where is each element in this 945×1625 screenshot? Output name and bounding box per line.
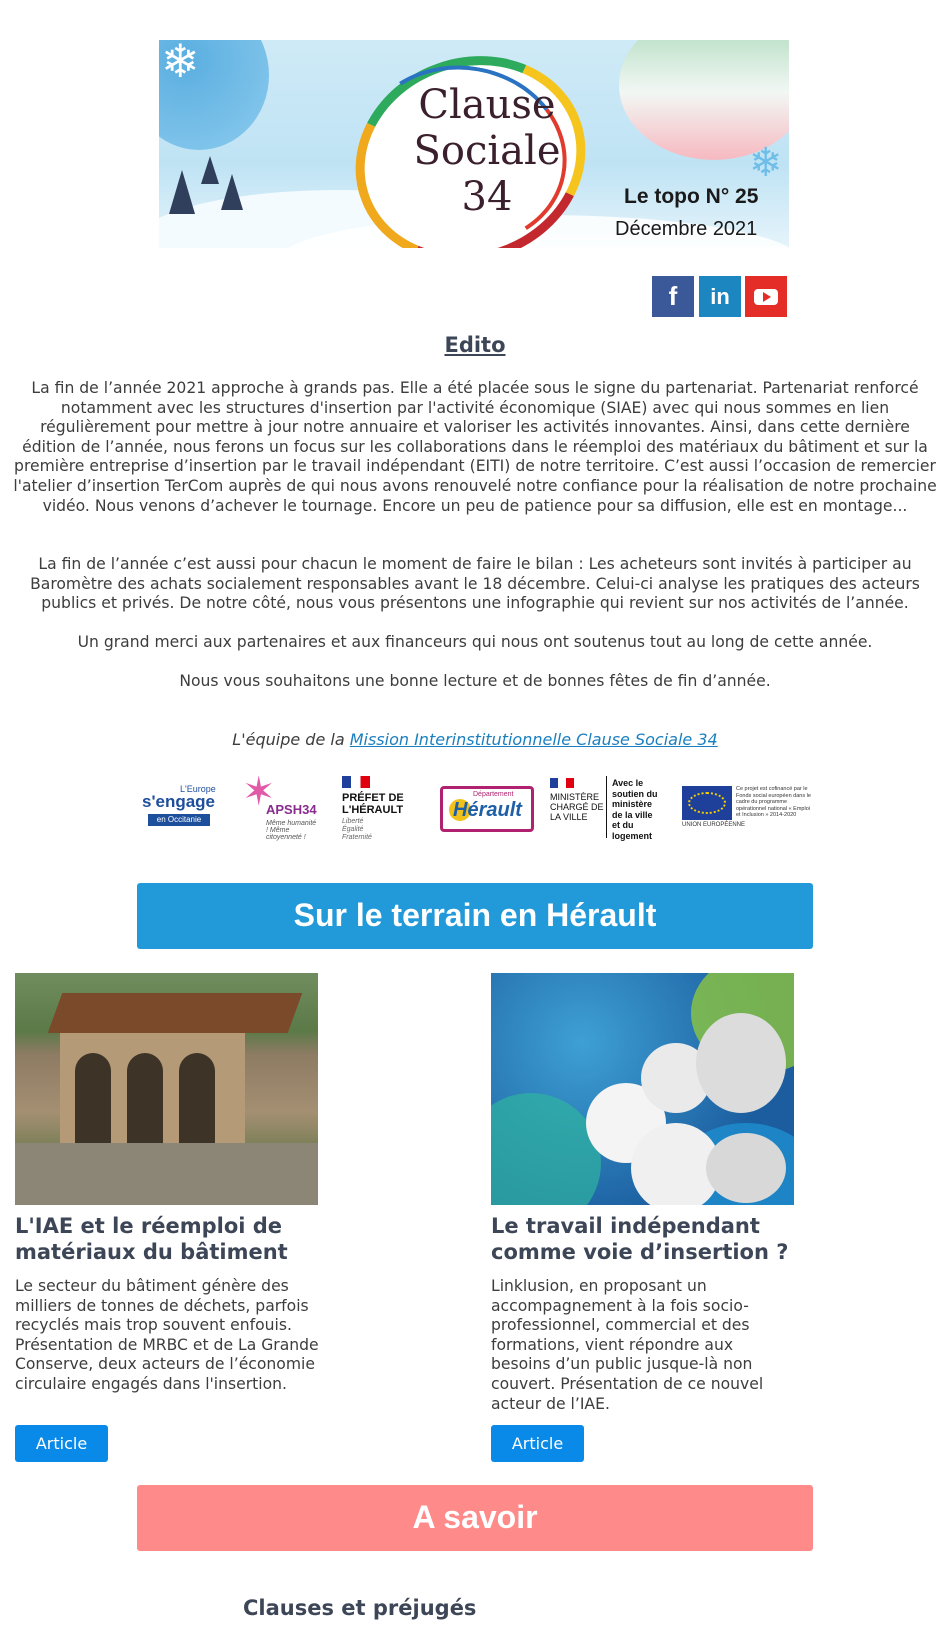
image-arch (127, 1053, 163, 1143)
french-flag-icon (342, 776, 370, 788)
logo-departement-herault (440, 786, 534, 832)
logo-text: PRÉFET DE L'HÉRAULT (342, 792, 404, 816)
logo-text: s'engage (142, 792, 216, 811)
logo-union-europeenne (680, 772, 812, 842)
edito-signature (0, 730, 945, 749)
logo-europe-occitanie (140, 772, 216, 842)
title-line: Clause (418, 82, 556, 128)
article-title[interactable]: Le travail indépendant comme voie d’insertion ? (491, 1214, 789, 1264)
logo-text: Même humanité ! Même citoyenneté ! (266, 820, 317, 841)
divider (606, 776, 607, 838)
image-bubble (696, 1013, 786, 1113)
edito-paragraph: La fin de l’année c’est aussi pour chacun le moment de faire le bilan : Les acheteurs sont invités à participer au Baromètre des achats socialement responsables avant le 18 décembre. Celui-ci analyse les pratiques des acteurs publics et privés. De notre côté, nous vous présentons une infographie qui revient sur nos activités de l’année. (30, 555, 920, 613)
edito-title: Edito (444, 333, 506, 357)
tree-icon (201, 156, 219, 184)
french-flag-icon (550, 778, 574, 788)
tree-icon (169, 170, 195, 214)
logo-text: UNION EUROPÉENNE (682, 822, 746, 828)
snowflake-icon: ❄ (161, 40, 200, 88)
tree-icon (221, 174, 243, 210)
youtube-icon[interactable] (745, 276, 787, 317)
edito-paragraph: Nous vous souhaitons une bonne lecture et de bonnes fêtes de fin d’année. (179, 672, 771, 690)
section-header-terrain: Sur le terrain en Hérault (137, 883, 813, 949)
logo-text: Liberté Égalité Fraternité (342, 818, 372, 841)
logo-text: L'Europe (180, 784, 216, 794)
image-ground (15, 1143, 318, 1205)
logo-text: Avec le soutien du ministère de la ville et du logement (612, 778, 658, 841)
edito-paragraph: La fin de l’année 2021 approche à grands pas. Elle a été placée sous le signe du partenariat. Partenariat renforcé notamment avec les structures d'insertion par l'activité économique (SIAE) avec qui nous sommes en lien régulièrement pour mettre à jour notre annuaire et valoriser les activités innovantes. Ainsi, dans cette dernière édition de l’année, nous ferons un focus sur les collaborations dans le réemploi des matériaux du bâtiment et sur la première entreprise d’insertion par le travail indépendant (EITI) de notre territoire. C’est aussi l’occasion de remercier l'atelier d’insertion TerCom auprès de qui nous avons renouvelé notre confiance pour la réalisation de notre prochaine vidéo. Nous venons d’achever le tournage. Encore un peu de patience pour sa diffusion, elle est en montage... (13, 379, 937, 515)
facebook-glyph: f (668, 281, 678, 311)
logo-text: en Occitanie (148, 814, 210, 826)
logo-apsh34 (236, 772, 320, 842)
snowflake-icon: ❄ (749, 140, 783, 186)
article-title[interactable]: L'IAE et le réemploi de matériaux du bâtiment (15, 1214, 288, 1264)
logo-ministere-ville (548, 772, 658, 842)
issue-number: Le topo N° 25 (624, 185, 759, 208)
title-line: Sociale (413, 128, 561, 174)
logo-text: MINISTÈRE CHARGÉ DE LA VILLE (550, 792, 604, 822)
article-title[interactable]: Clauses et préjugés (243, 1596, 477, 1620)
article-image-iae[interactable] (15, 973, 318, 1205)
image-arch (179, 1053, 215, 1143)
article-button[interactable]: Article (491, 1425, 584, 1462)
image-bubble (491, 1093, 601, 1205)
logo-text: Département (473, 791, 514, 798)
facebook-icon[interactable] (652, 276, 694, 317)
eu-stars-icon (688, 792, 726, 814)
logo-text: Ce projet est cofinancé par le Fonds social européen dans le cadre du programme opérationnel national « Emploi et Inclusion » 2014-2020 (736, 786, 811, 818)
logo-text: APSH34 (266, 802, 317, 817)
logo-prefet-herault (340, 772, 420, 842)
article-button[interactable]: Article (15, 1425, 108, 1462)
image-roof (48, 993, 303, 1033)
linkedin-glyph: in (710, 283, 730, 309)
star-icon: ✶ (242, 770, 276, 814)
image-arch (75, 1053, 111, 1143)
logo-text: Hérault (453, 799, 522, 821)
linkedin-icon[interactable] (699, 276, 741, 317)
section-header-savoir: A savoir (137, 1485, 813, 1551)
title-line: 34 (461, 174, 513, 220)
article-image-linklusion[interactable] (491, 973, 794, 1205)
mission-link[interactable]: Mission Interinstitutionnelle Clause Sociale 34 (349, 730, 718, 749)
header-banner (159, 40, 789, 248)
article-summary: Le secteur du bâtiment génère des milliers de tonnes de déchets, parfois recyclés mais trop souvent enfouis. Présentation de MRBC et de La Grande Conserve, deux acteurs de l’économie circulaire engagés dans l'insertion. (15, 1277, 319, 1393)
article-summary: Linklusion, en proposant un accompagnement à la fois socio-professionnel, commercial et des formations, vient répondre aux besoins d’un public jusque-là non couvert. Présentation de ce nouvel acteur de l’IAE. (491, 1277, 764, 1413)
signature-prefix: L'équipe de la (232, 730, 350, 749)
edito-paragraph: Un grand merci aux partenaires et aux financeurs qui nous ont soutenus tout au long de cette année. (77, 633, 873, 651)
image-bubble (706, 1133, 786, 1203)
play-icon (754, 289, 778, 305)
newsletter-title (387, 82, 587, 220)
issue-date: Décembre 2021 (615, 218, 758, 240)
